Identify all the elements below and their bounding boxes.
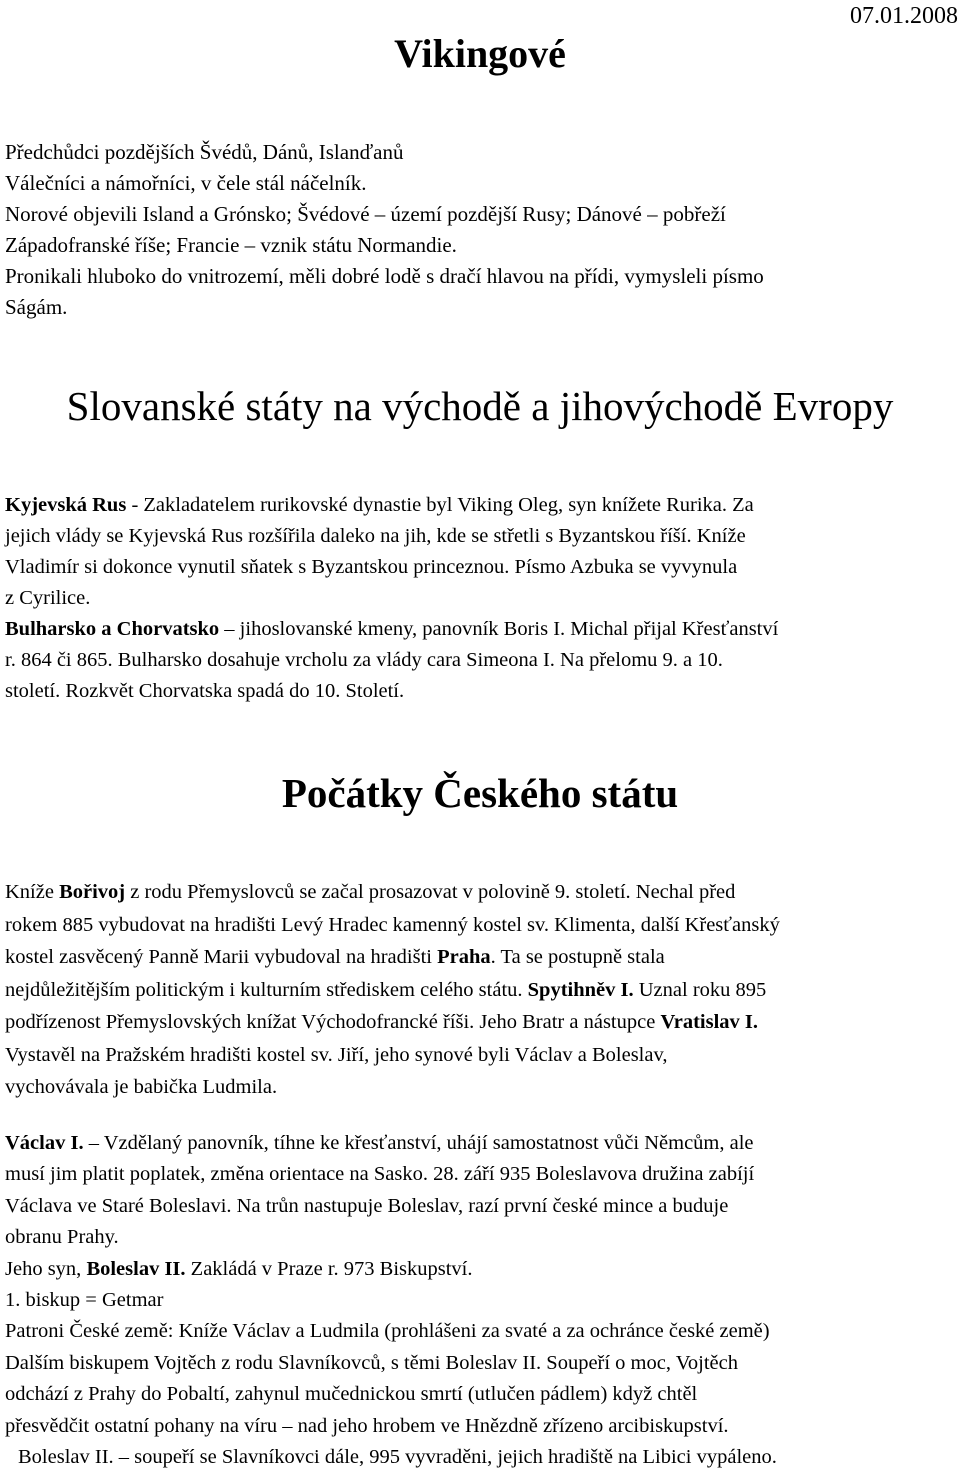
bold-term: Vratislav I. — [660, 1011, 759, 1033]
text-line — [5, 490, 960, 521]
text-line: odchází z Prahy do Pobaltí, zahynul mučednickou smrtí (utlučen pádlem) když chtěl — [5, 1383, 698, 1406]
text-run: podřízenost Přemyslovských knížat Východofrancké říši. Jeho Bratr a nástupce — [5, 1011, 661, 1033]
bold-term: Spytihněv I. — [527, 978, 634, 1001]
text-line — [5, 614, 960, 645]
text-line: Norové objevili Island a Grónsko; Švédové – území pozdější Rusy; Dánové – pobřeží — [5, 202, 726, 226]
bold-term: Kyjevská Rus — [5, 494, 127, 516]
document-date: 07.01.2008 — [850, 3, 958, 29]
text-line: Vladimír si dokonce vynutil sňatek s Byzantskou princeznou. Písmo Azbuka se vyvynula — [5, 556, 738, 578]
text-line: Západofranské říše; Francie – vznik státu Normandie. — [5, 233, 457, 257]
text-line: Předchůdci pozdějších Švédů, Dánů, Islanďanů — [5, 140, 404, 164]
text-line: Václava ve Staré Boleslavi. Na trůn nastupuje Boleslav, razí první české mince a buduje — [5, 1194, 729, 1217]
text-run: Zakládá v Praze r. 973 Biskupství. — [185, 1257, 473, 1280]
text-line: Pronikali hluboko do vnitrozemí, měli dobré lodě s dračí hlavou na přídi, vymysleli písmo — [5, 264, 764, 288]
text-line: jejich vlády se Kyjevská Rus rozšířila daleko na jih, kde se střetli s Byzantskou říší. Kníže — [5, 525, 746, 547]
text-run: kostel zasvěcený Panně Marii vybudoval na hradišti — [5, 946, 438, 968]
slavic-states-section — [5, 490, 960, 707]
text-line: rokem 885 vybudovat na hradišti Levý Hradec kamenný kostel sv. Klimenta, další Křesťanský — [5, 913, 780, 936]
text-line — [5, 1254, 960, 1285]
text-line — [5, 941, 960, 974]
text-line: musí jim platit poplatek, změna orientace na Sasko. 28. září 935 Boleslavova družina zabíjí — [5, 1163, 755, 1186]
bold-term: Bořivoj — [59, 881, 126, 903]
text-run: Uznal roku 895 — [633, 978, 767, 1001]
vaclav-section — [5, 1128, 960, 1473]
text-line: Vystavěl na Pražském hradišti kostel sv. Jiří, jeho synové byli Václav a Boleslav, — [5, 1043, 668, 1066]
text-run: nejdůležitějším politickým i kulturním střediskem celého státu. — [5, 978, 528, 1001]
bold-term: Praha — [437, 946, 491, 968]
text-line: vychovávala je babička Ludmila. — [5, 1076, 278, 1098]
text-line: přesvědčit ostatní pohany na víru – nad jeho hrobem ve Hnězdně zřízeno arcibiskupství. — [5, 1414, 729, 1437]
text-run: Kníže — [5, 881, 60, 903]
bold-term: Václav I. — [5, 1132, 84, 1154]
text-line: Dalším biskupem Vojtěch z rodu Slavníkovců, s těmi Boleslav II. Soupeří o moc, Vojtěch — [5, 1351, 738, 1374]
text-run: – jihoslovanské kmeny, panovník Boris I. Michal přijal Křesťanství — [219, 618, 779, 640]
text-line: obranu Prahy. — [5, 1226, 119, 1249]
bold-term: Boleslav II. — [86, 1257, 186, 1280]
text-run: z rodu Přemyslovců se začal prosazovat v polovině 9. století. Nechal před — [125, 881, 736, 903]
page-title: Vikingové — [394, 31, 566, 76]
text-line — [5, 876, 960, 909]
section-heading-czech-state: Počátky Českého státu — [281, 770, 679, 816]
text-run: – Vzdělaný panovník, tíhne ke křesťanství, uhájí samostatnost vůči Němcům, ale — [83, 1132, 754, 1154]
text-line: 1. biskup = Getmar — [5, 1289, 164, 1312]
text-line — [5, 974, 960, 1007]
text-line: Patroni České země: Kníže Václav a Ludmila (prohlášeni za svaté a za ochránce české země) — [5, 1320, 770, 1343]
text-line — [5, 1006, 960, 1039]
text-run: Jeho syn, — [5, 1257, 87, 1280]
text-line: z Cyrilice. — [5, 587, 91, 609]
section-heading-slavic-states: Slovanské státy na východě a jihovýchodě Evropy — [66, 383, 894, 429]
text-line — [5, 1128, 960, 1159]
text-run: . Ta se postupně stala — [490, 946, 665, 968]
text-line: Boleslav II. – soupeří se Slavníkovci dále, 995 vyvraděni, jejich hradiště na Libici vypáleno. — [18, 1446, 777, 1469]
bold-term: Bulharsko a Chorvatsko — [5, 618, 220, 640]
text-line: století. Rozkvět Chorvatska spadá do 10. Století. — [5, 680, 405, 702]
czech-state-section — [5, 876, 960, 1104]
text-line: Ságám. — [5, 295, 68, 319]
text-line: r. 864 či 865. Bulharsko dosahuje vrcholu za vlády cara Simeona I. Na přelomu 9. a 10. — [5, 649, 723, 671]
text-run: - Zakladatelem rurikovské dynastie byl Viking Oleg, syn knížete Rurika. Za — [126, 494, 754, 516]
text-line: Válečníci a námořníci, v čele stál náčelník. — [5, 171, 367, 195]
vikings-section — [5, 137, 960, 323]
